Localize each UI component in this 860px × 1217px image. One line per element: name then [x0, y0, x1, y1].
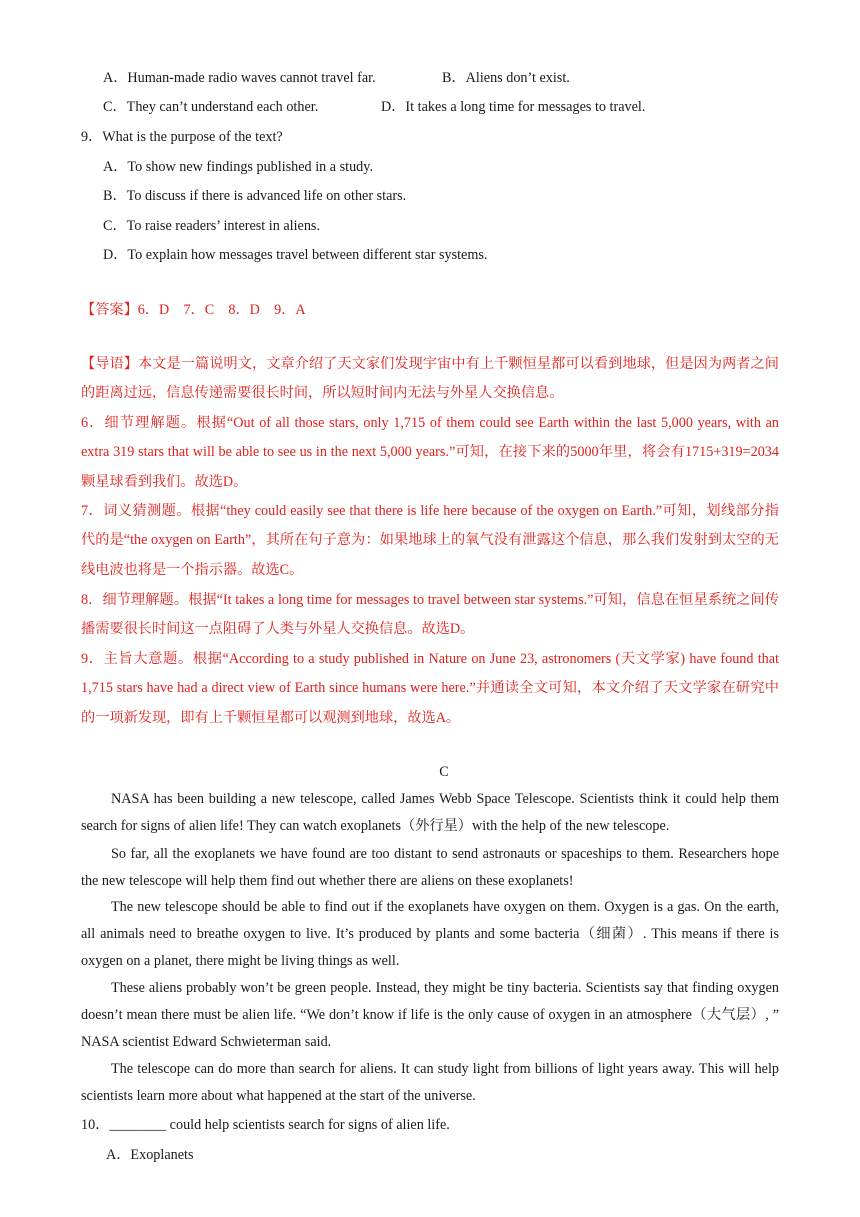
q9-option-c: C．To raise readers’ interest in aliens. [103, 218, 320, 234]
explanation-8: 8．细节理解题。根据“It takes a long time for messages to travel between star systems.”可知，信息在恒星系统之间传播需要很长时间这一点阻碍了人类与外星人交换信息。故选D。 [81, 592, 779, 638]
section-label: C [439, 764, 449, 780]
guide-paragraph: 【导语】本文是一篇说明文，文章介绍了天文家们发现宇宙中有上千颗恒星都可以看到地球，但是因为两者之间的距离过远，信息传递需要很长时间，所以短时间内无法与外星人交换信息。 [81, 356, 779, 402]
answer-line: 【答案】6．D 7．C 8．D 9．A [81, 302, 306, 318]
passage-paragraph-4: These aliens probably won’t be green people. Instead, they might be tiny bacteria. Scientists say that finding oxygen doesn’t mean there must be alien life. “We don’t know if life is the only cause of oxygen in an atmosphere（大气层）, ” NASA scientist Edward Schwieterman said. [81, 980, 779, 1050]
explanation-6: 6．细节理解题。根据“Out of all those stars, only 1,715 of them could see Earth within the last 5,000 years, with an extra 319 stars that will be able to see us in the next 5,000 years.”可知，在接下来的5000年里，将会有1715+319=2034颗星球看到我们。故选D。 [81, 415, 779, 490]
explanation-9: 9．主旨大意题。根据“According to a study published in Nature on June 23, astronomers (天文学家) have found that 1,715 stars have had a direct view of Earth since humans were here.”并通读全文可知，本文介绍了天文学家在研究中的一项新发现，即有上千颗恒星都可以观测到地球，故选A。 [81, 651, 779, 726]
explanation-7: 7．词义猜测题。根据“they could easily see that there is life here because of the oxygen on Earth.”可知，划线部分指代的是“the oxygen on Earth”，其所在句子意为：如果地球上的氧气没有泄露这个信息，那么我们发射到太空的无线电波也将是一个指示器。故选C。 [81, 503, 779, 578]
q9-stem: 9．What is the purpose of the text? [81, 129, 283, 145]
passage-paragraph-5: The telescope can do more than search for aliens. It can study light from billions of light years away. This will help scientists learn more about what happened at the start of the universe. [81, 1061, 779, 1104]
passage-paragraph-3: The new telescope should be able to find out if the exoplanets have oxygen on them. Oxygen is a gas. On the earth, all animals need to breathe oxygen to live. It’s produced by plants and some bacteria（细菌）. This means if there is oxygen on a planet, there might be living things as well. [81, 899, 779, 969]
q8-option-a: A．Human-made radio waves cannot travel far. [103, 70, 376, 86]
q10-option-a: A．Exoplanets [106, 1147, 194, 1163]
q8-option-c: C．They can’t understand each other. [103, 99, 319, 115]
passage-paragraph-1: NASA has been building a new telescope, called James Webb Space Telescope. Scientists think it could help them search for signs of alien life! They can watch exoplanets（外行星）with the help of the new telescope. [81, 791, 779, 834]
passage-paragraph-2: So far, all the exoplanets we have found are too distant to send astronauts or spaceships to them. Researchers hope the new telescope will help them find out whether there are aliens on these exoplanets! [81, 846, 779, 889]
q9-option-a: A．To show new findings published in a study. [103, 159, 373, 175]
q8-option-d: D．It takes a long time for messages to travel. [381, 99, 646, 115]
q8-option-b: B．Aliens don’t exist. [442, 70, 570, 86]
q10-stem: 10．________ could help scientists search for signs of alien life. [81, 1117, 450, 1133]
q9-option-b: B．To discuss if there is advanced life on other stars. [103, 188, 407, 204]
q9-option-d: D．To explain how messages travel between different star systems. [103, 247, 488, 263]
